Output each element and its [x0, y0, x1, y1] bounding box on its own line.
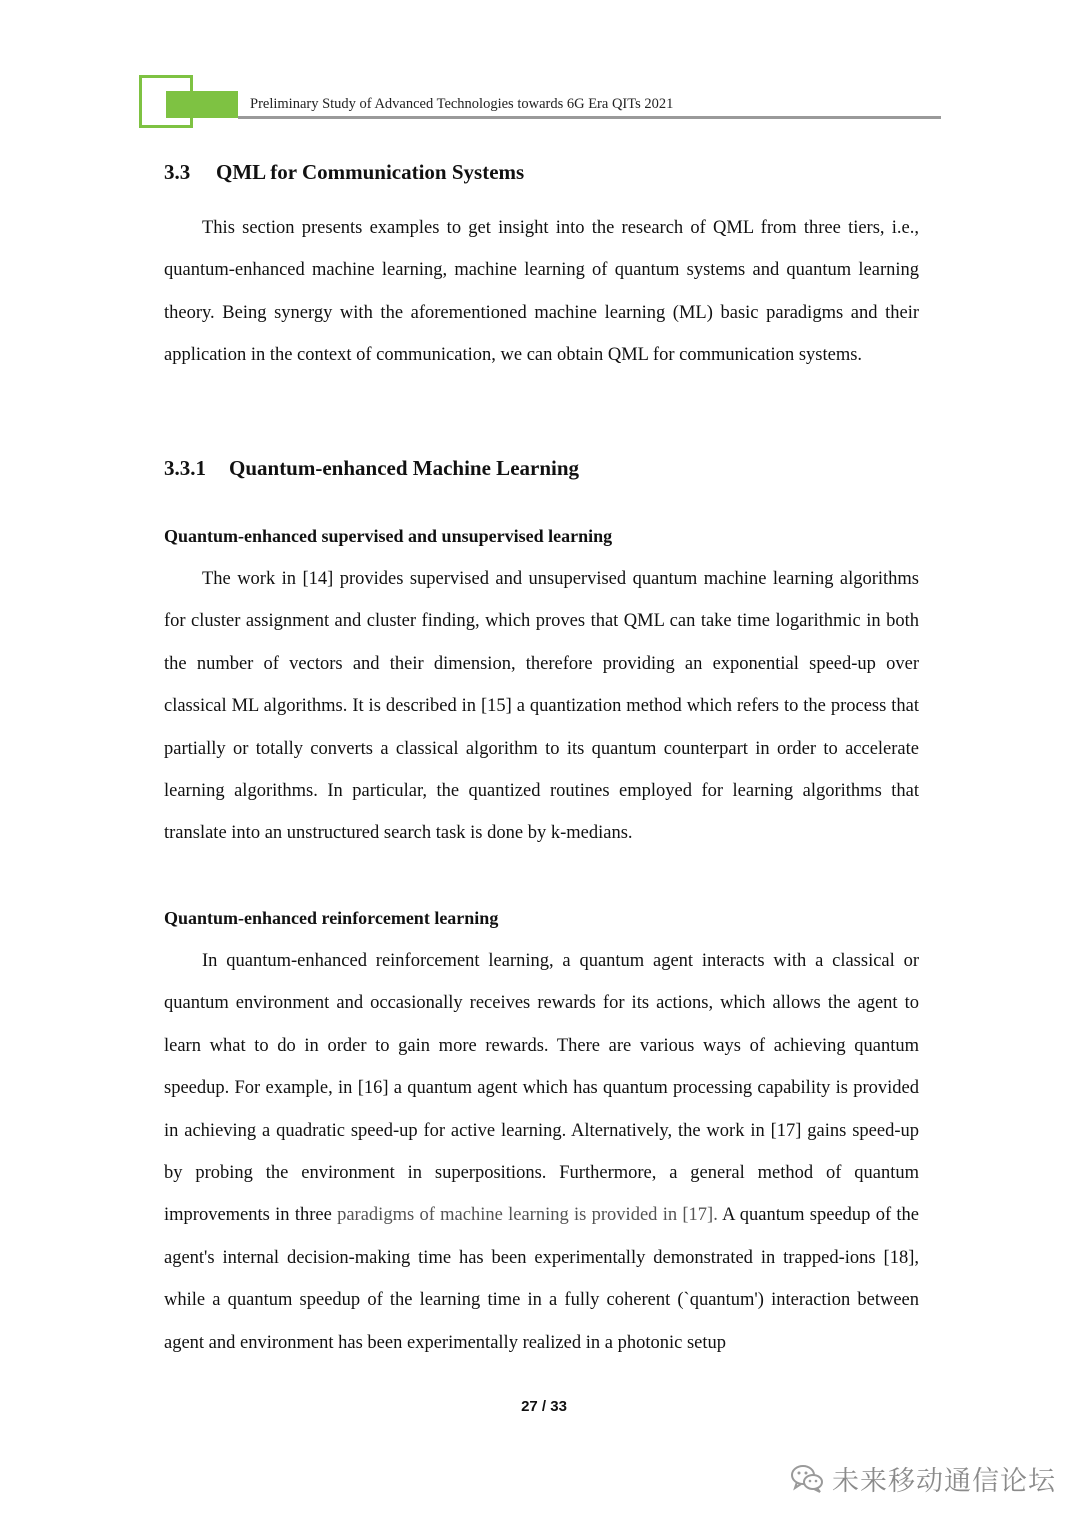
wechat-icon [790, 1463, 824, 1493]
reinforcement-paragraph [164, 940, 919, 1364]
subsection-heading [164, 456, 579, 481]
reinforcement-heading: Quantum-enhanced reinforcement learning [164, 908, 499, 928]
section-heading [164, 160, 524, 185]
header-title: Preliminary Study of Advanced Technologies towards 6G Era QITs 2021 [250, 96, 674, 112]
supervised-heading: Quantum-enhanced supervised and unsupervised learning [164, 526, 613, 546]
header-rule [238, 116, 941, 119]
reinforcement-text-b: paradigms of machine learning is provided in [17]. [337, 1205, 718, 1226]
section-number: 3.3 [164, 160, 191, 184]
subsection-number: 3.3.1 [164, 456, 206, 480]
section-intro-paragraph: This section presents examples to get insight into the research of QML from three tiers, i.e., quantum-enhanced machine learning, machine learning of quantum systems and quantum learning theory. Being synergy with the aforementioned machine learning (ML) basic paradigms and their application in the context of communication, we can obtain QML for communication systems. [164, 218, 919, 366]
watermark-text: 未来移动通信论坛 [832, 1465, 1056, 1497]
supervised-paragraph: The work in [14] provides supervised and unsupervised quantum machine learning algorithms for cluster assignment and cluster finding, which proves that QML can take time logarithmic in both the number of vectors and their dimension, therefore providing an exponential speed-up over classical ML algorithms. It is described in [15] a quantization method which refers to the process that partially or totally converts a classical algorithm to its quantum counterpart in order to accelerate learning algorithms. In particular, the quantized routines employed for learning algorithms that translate into an unstructured search task is done by k-medians. [164, 569, 919, 844]
watermark [790, 1458, 1056, 1498]
reinforcement-text-a: In quantum-enhanced reinforcement learning, a quantum agent interacts with a classical or quantum environment and occasionally receives rewards for its actions, which allows the agent to learn what to do in order to gain more rewards. There are various ways of achieving quantum speedup. For example, in [16] a quantum agent which has quantum processing capability is provided in achieving a quadratic speed-up for active learning. Alternatively, the work in [17] gains speed-up by probing the environment in superpositions. Furthermore, a general method of quantum improvements in three [164, 951, 919, 1226]
reinforcement-text-c: A quantum speedup of the agent's internal decision-making time has been experimentally demonstrated in trapped-ions [18], while a quantum speedup of the learning time in a fully coherent (`quantum') interaction between agent and environment has been experimentally realized in a photonic setup [164, 1205, 920, 1353]
subsection-title: Quantum-enhanced Machine Learning [229, 456, 580, 480]
section-title: QML for Communication Systems [216, 160, 525, 184]
header-logo-fill [166, 91, 238, 118]
page-number: 27 / 33 [521, 1398, 567, 1415]
